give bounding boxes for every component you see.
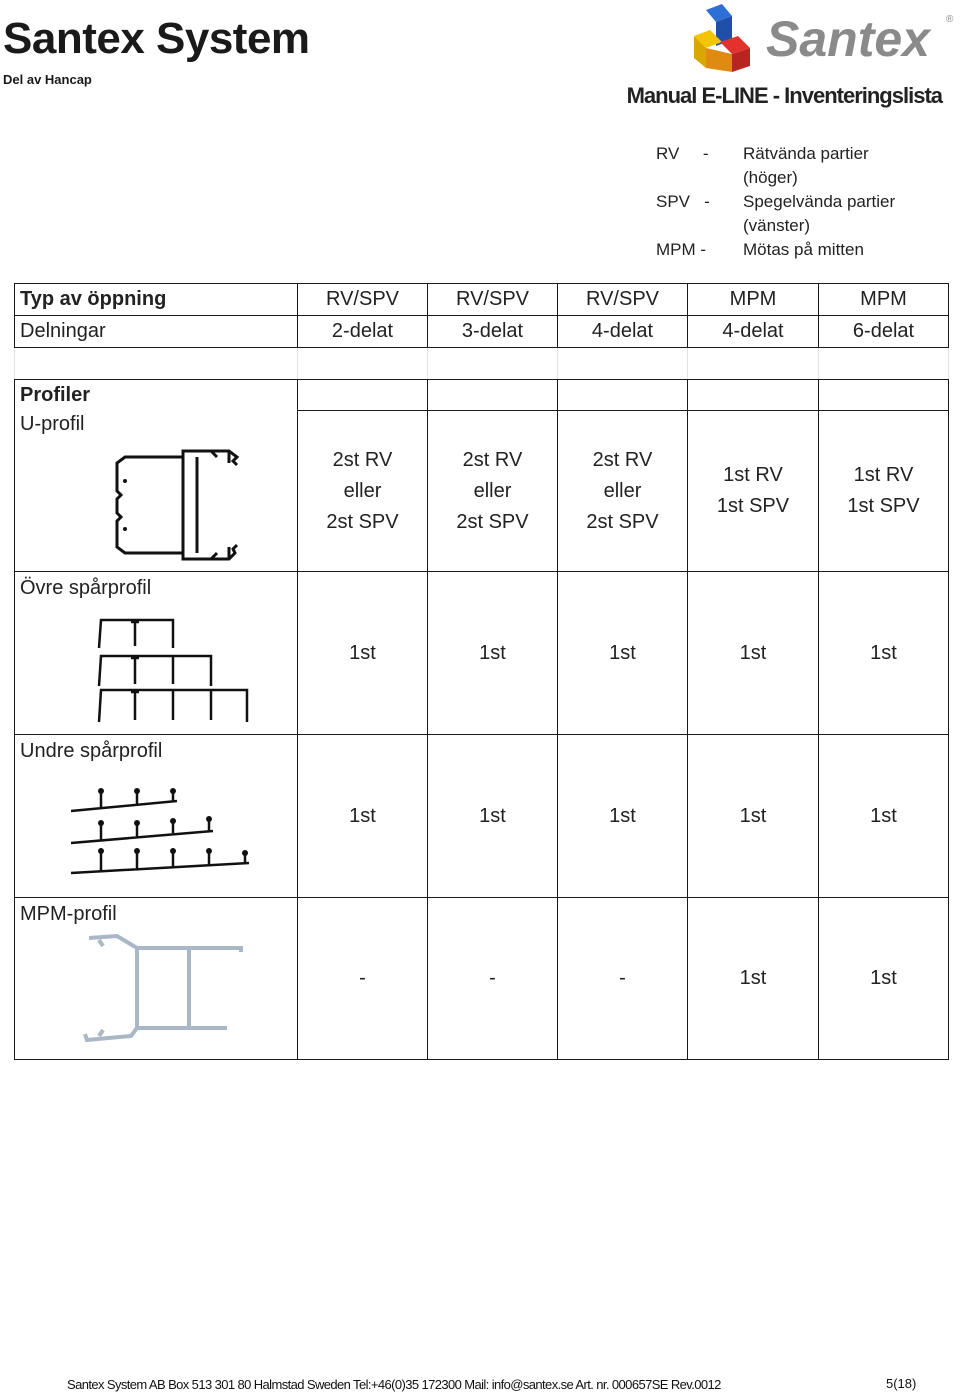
table-row-lower-track (15, 735, 949, 898)
table-row-profiles-heading (15, 380, 949, 411)
brand-subtitle: Del av Hancap (3, 72, 92, 87)
cell-split: 4-delat (688, 316, 819, 348)
mpm-profile-drawing (81, 932, 261, 1048)
lower-track-label-cell (15, 735, 298, 898)
cell-line: 1st SPV (847, 495, 920, 517)
cell-upper-track: 1st (688, 572, 819, 735)
santex-logo (688, 2, 960, 78)
abbreviation-legend (656, 142, 923, 262)
table-row-mpm-profile (15, 898, 949, 1060)
cell-type: MPM (688, 284, 819, 316)
cell-mpm-profile: - (298, 898, 428, 1060)
cell-u-profile (819, 411, 949, 572)
cell-type: RV/SPV (558, 284, 688, 316)
legend-row-spv (656, 190, 923, 238)
cell-lower-track: 1st (298, 735, 428, 898)
mpm-profile-label-cell (15, 898, 298, 1060)
legend-desc: Rätvända partier (höger) (743, 144, 869, 187)
legend-abbr: MPM - (656, 240, 707, 259)
cell-u-profile (558, 411, 688, 572)
legend-abbr: RV - (656, 144, 709, 163)
cell-line: 1st RV (723, 464, 783, 486)
cell-split: 2-delat (298, 316, 428, 348)
legend-desc: Spegelvända partier (vänster) (743, 192, 896, 235)
table-spacer-row (15, 348, 949, 380)
row-label-type: Typ av öppning (15, 284, 298, 316)
cell-mpm-profile: - (558, 898, 688, 1060)
cell-line: eller (603, 479, 642, 502)
cell-line: 2st SPV (456, 510, 529, 533)
profiles-heading: Profiler (15, 380, 298, 411)
legend-desc: Mötas på mitten (743, 240, 864, 259)
legend-row-mpm (656, 238, 923, 262)
page-number: 5(18) (886, 1376, 917, 1391)
cell-split: 4-delat (558, 316, 688, 348)
logo-text: Santex (766, 11, 930, 67)
cell-lower-track: 1st (558, 735, 688, 898)
cell-u-profile (688, 411, 819, 572)
cell-type: RV/SPV (428, 284, 558, 316)
cell-mpm-profile: 1st (688, 898, 819, 1060)
cell-upper-track: 1st (428, 572, 558, 735)
cell-lower-track: 1st (688, 735, 819, 898)
table-row-u-profile (15, 411, 949, 572)
cell-lower-track: 1st (428, 735, 558, 898)
table-row-type (15, 284, 949, 316)
legend-abbr: SPV - (656, 192, 710, 211)
lower-track-drawing (67, 785, 257, 883)
upper-track-label-cell (15, 572, 298, 735)
cell-line: 2st RV (462, 448, 523, 471)
svg-text:®: ® (946, 14, 954, 25)
row-label-lower-track: Undre spårprofil (20, 740, 163, 762)
cell-split: 3-delat (428, 316, 558, 348)
cell-u-profile (298, 411, 428, 572)
cell-line: 2st SPV (586, 510, 659, 533)
row-label-u-profile: U-profil (20, 412, 85, 435)
cell-type: MPM (819, 284, 949, 316)
brand-title: Santex System (3, 14, 310, 63)
cell-type: RV/SPV (298, 284, 428, 316)
cell-mpm-profile: 1st (819, 898, 949, 1060)
logo-cube-icon (694, 4, 750, 72)
cell-line: eller (343, 479, 382, 502)
table-row-split (15, 316, 949, 348)
row-label-upper-track: Övre spårprofil (20, 577, 152, 599)
u-profile-label-cell (15, 411, 298, 572)
cell-mpm-profile: - (428, 898, 558, 1060)
cell-line: 2st RV (332, 448, 393, 471)
upper-track-drawing (95, 616, 255, 728)
cell-line: 1st SPV (716, 495, 790, 517)
manual-title: Manual E-LINE - Inventeringslista (626, 83, 942, 108)
row-label-split: Delningar (15, 316, 298, 348)
inventory-table (14, 283, 949, 1060)
cell-line: 1st RV (853, 464, 914, 486)
cell-upper-track: 1st (558, 572, 688, 735)
cell-split: 6-delat (819, 316, 949, 348)
cell-line: 2st RV (592, 448, 653, 471)
cell-line: eller (473, 479, 512, 502)
footer-text: Santex System AB Box 513 301 80 Halmstad Sweden Tel:+46(0)35 172300 Mail: info@santex.se Art. nr. 000657SE Rev.0012 (67, 1377, 721, 1392)
cell-upper-track: 1st (298, 572, 428, 735)
row-label-mpm-profile: MPM-profil (20, 903, 117, 925)
cell-line: 2st SPV (326, 510, 399, 533)
table-row-upper-track (15, 572, 949, 735)
cell-u-profile (428, 411, 558, 572)
cell-lower-track: 1st (819, 735, 949, 898)
u-profile-drawing (111, 449, 251, 565)
cell-upper-track: 1st (819, 572, 949, 735)
legend-row-rv (656, 142, 923, 190)
